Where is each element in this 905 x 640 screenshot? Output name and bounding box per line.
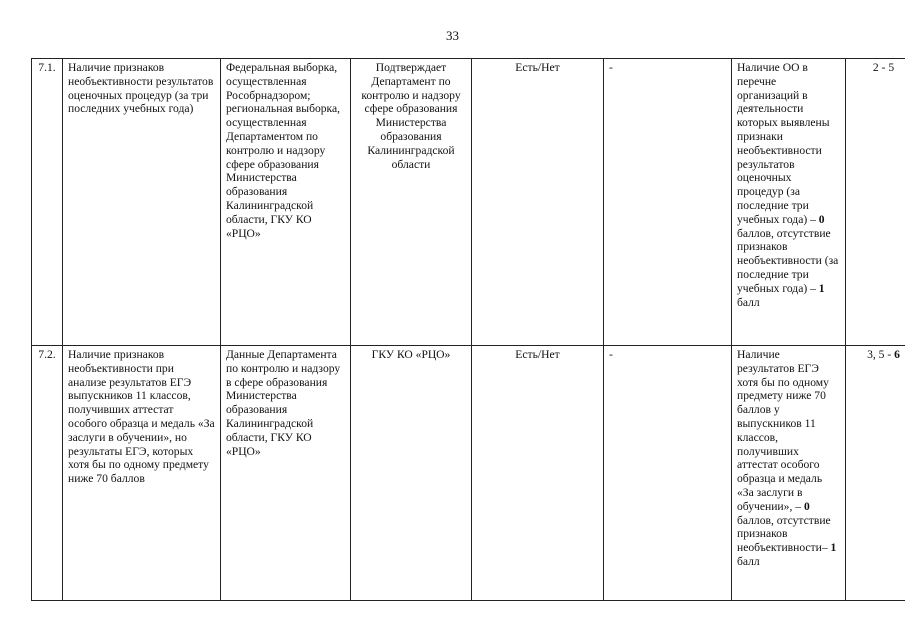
- source-cell: Данные Департамента по контролю и надзору в сфере образования Министерства образования Калининградской области, ГКУ КО «РЦО»: [221, 346, 351, 601]
- criteria-table: [31, 58, 905, 601]
- indicator-cell: Наличие признаков необъективности результатов оценочных процедур (за три последних учебных года): [63, 59, 221, 346]
- value-type-cell: Есть/Нет: [472, 59, 604, 346]
- criterion-score-zero: 0: [818, 212, 825, 226]
- source-cell: Федеральная выборка, осуществленная Рособрнадзором; региональная выборка, осуществленная Департаментом по контролю и надзору сфере образования Министерства образования Калининградской области, ГКУ КО «РЦО»: [221, 59, 351, 346]
- table-row: [32, 346, 905, 601]
- criterion-text: балл: [737, 295, 760, 309]
- unit-cell: -: [604, 346, 732, 601]
- criterion-cell: [732, 346, 846, 601]
- criterion-cell: [732, 59, 846, 346]
- criterion-text: Наличие результатов ЕГЭ хотя бы по одному предмету ниже 70 баллов у выпускников 11 классов, получивших аттестат особого образца и медаль «За заслуги в обучении», –: [737, 348, 829, 513]
- criterion-score-one: 1: [818, 281, 825, 295]
- unit-cell: -: [604, 59, 732, 346]
- responsible-cell: ГКУ КО «РЦО»: [351, 346, 472, 601]
- indicator-cell: Наличие признаков необъективности при анализе результатов ЕГЭ выпускников 11 классов, получивших аттестат особого образца и медаль «За заслуги в обучении», но результаты ЕГЭ, которых хотя бы по одному предмету ниже 70 баллов: [63, 346, 221, 601]
- row-number: 7.1.: [32, 59, 63, 346]
- criterion-text: баллов, отсутствие признаков необъективности (за последние три учебных года) –: [737, 226, 839, 295]
- score-cell: [846, 346, 905, 601]
- criterion-text: Наличие ОО в перечне организаций в деятельности которых выявлены признаки необъективности результатов оценочных процедур (за последние три учебных года) –: [737, 61, 830, 226]
- score-text: 3, 5 -: [867, 348, 895, 361]
- value-type-cell: Есть/Нет: [472, 346, 604, 601]
- criterion-text: балл: [737, 554, 760, 568]
- page-number: 33: [446, 28, 459, 43]
- table-row: [32, 59, 905, 346]
- criterion-score-zero: 0: [803, 499, 810, 513]
- score-bold: 6: [894, 348, 900, 361]
- criterion-score-one: 1: [830, 541, 837, 555]
- responsible-cell: Подтверждает Департамент по контролю и надзору сфере образования Министерства образования Калининградской области: [351, 59, 472, 346]
- row-number: 7.2.: [32, 346, 63, 601]
- score-cell: [846, 59, 905, 346]
- criterion-text: баллов, отсутствие признаков необъективности–: [737, 513, 831, 555]
- score-text: 2 - 5: [872, 61, 895, 74]
